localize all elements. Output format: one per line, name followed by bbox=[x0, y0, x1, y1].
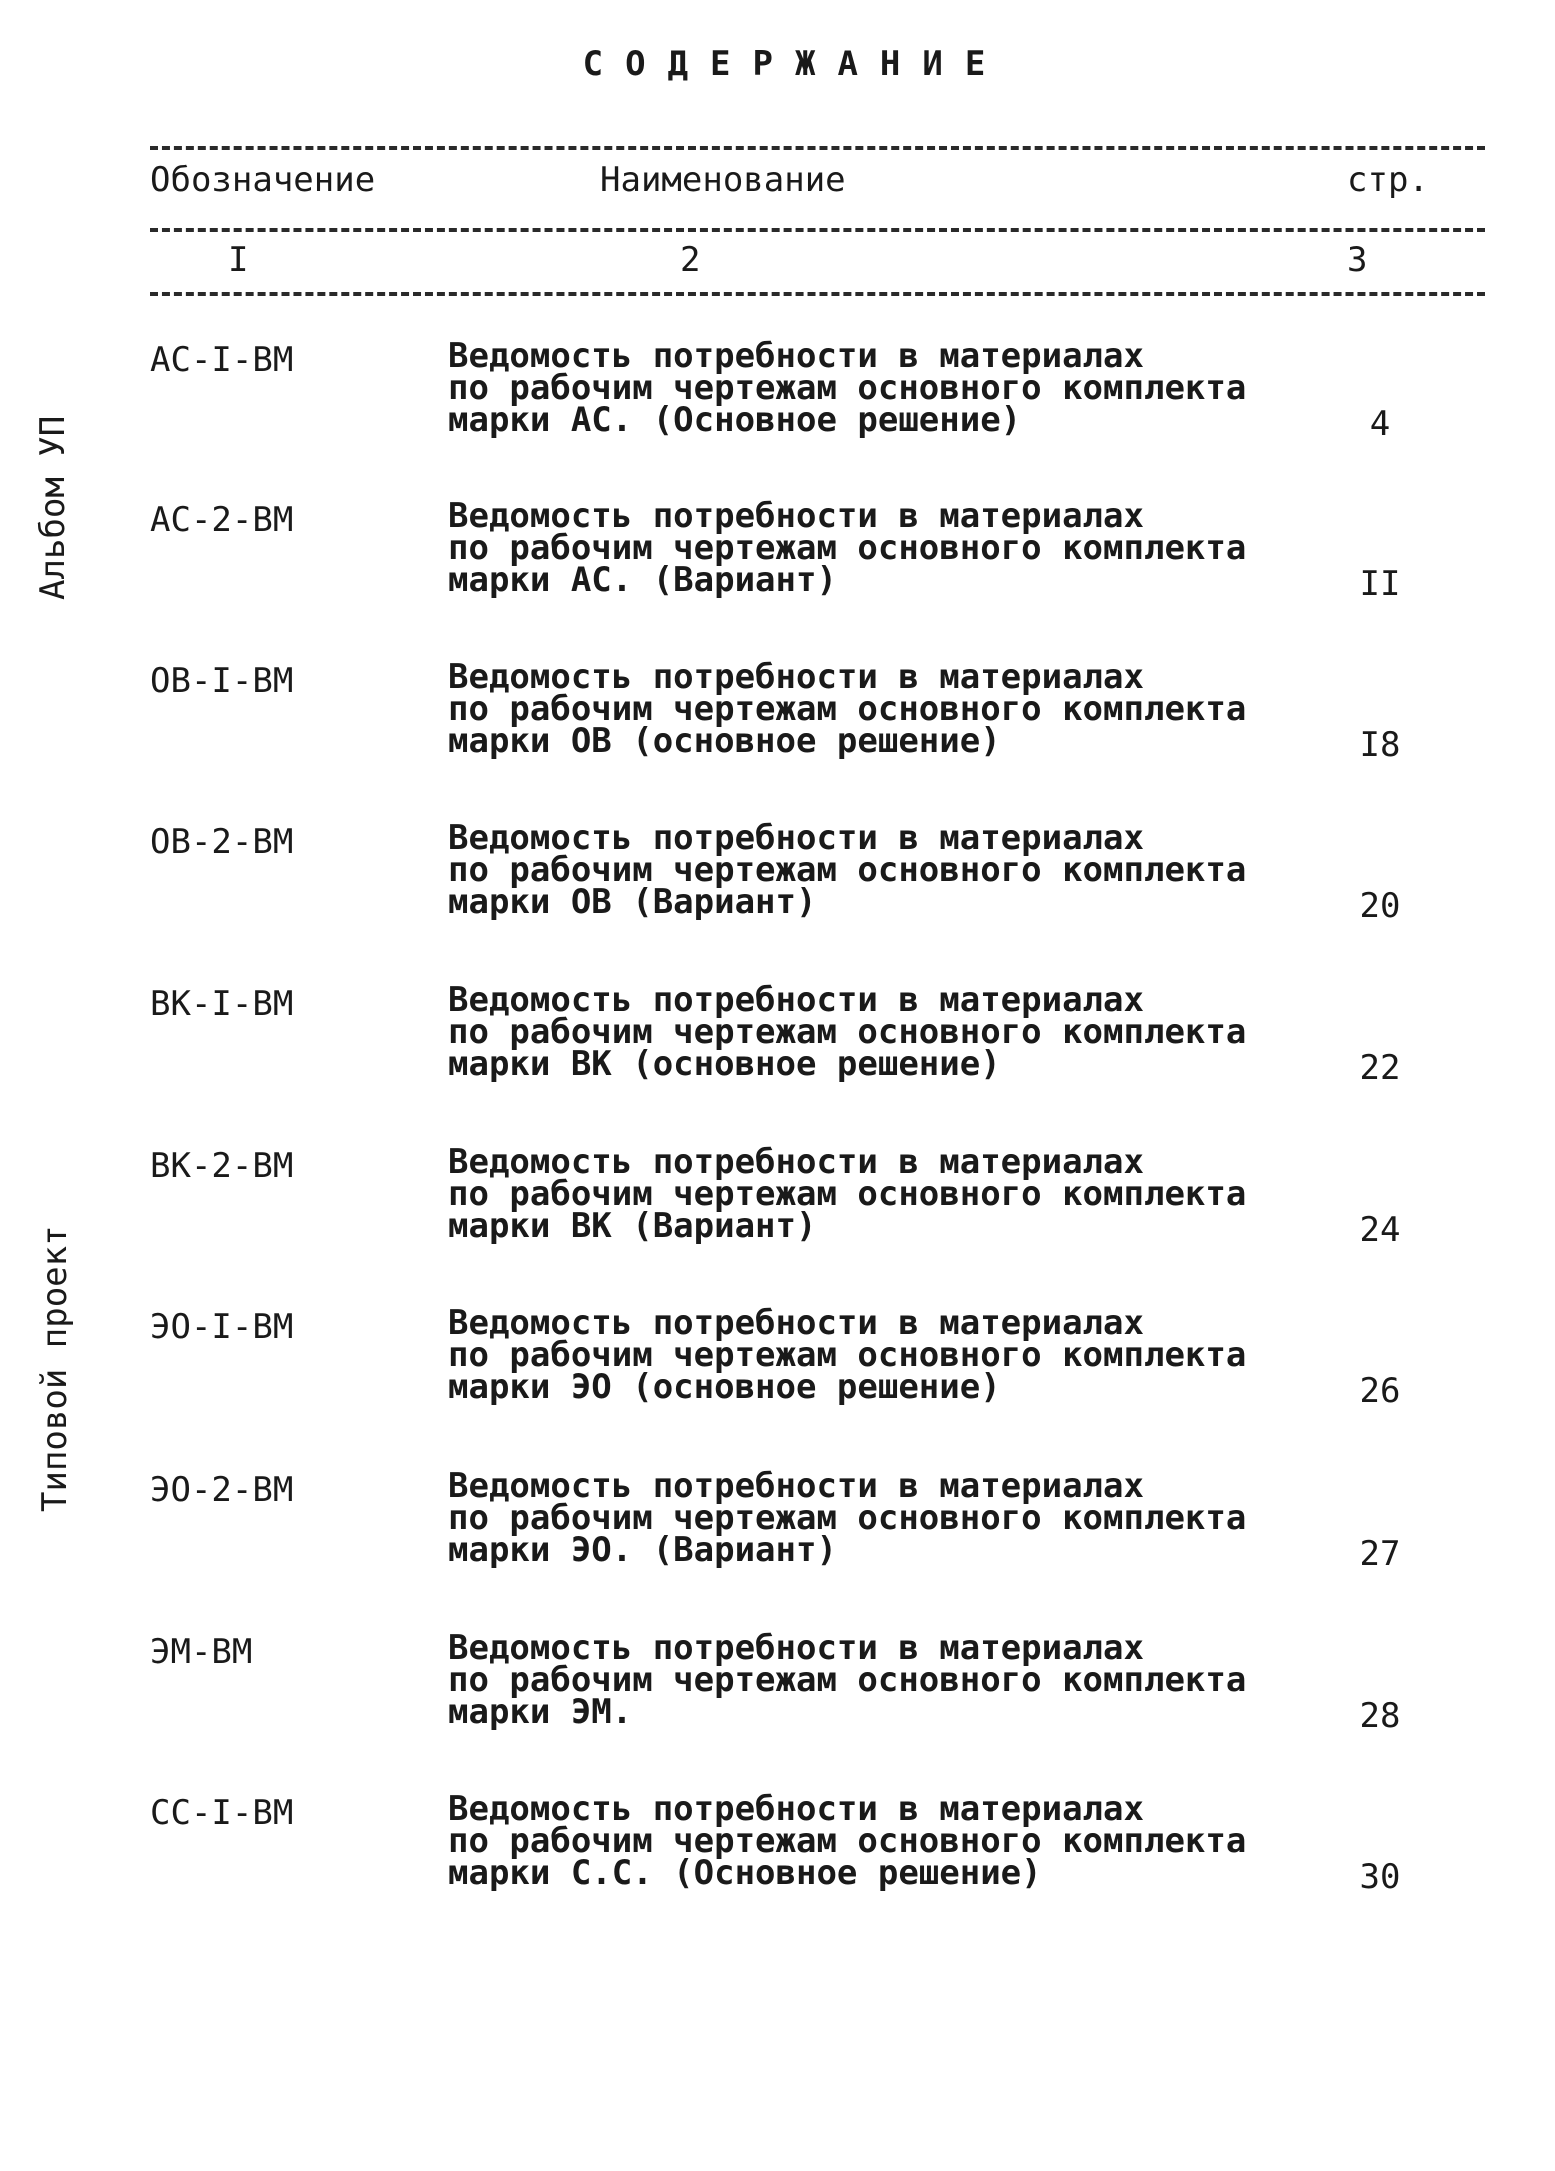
entry-line: по рабочим чертежам основного комплекта bbox=[448, 850, 1247, 890]
toc-entry bbox=[0, 1466, 1555, 1610]
header-col-number-2: 2 bbox=[680, 240, 701, 280]
page-title: СОДЕРЖАНИЕ bbox=[582, 44, 1008, 84]
entry-code: АС-2-ВМ bbox=[150, 500, 294, 540]
entry-description bbox=[448, 1628, 1247, 1732]
entry-description bbox=[448, 980, 1247, 1084]
header-page: стр. bbox=[1347, 160, 1429, 200]
entry-line: марки ОВ (основное решение) bbox=[448, 721, 1001, 761]
entry-line: марки С.С. (Основное решение) bbox=[448, 1853, 1042, 1893]
entry-description bbox=[448, 1142, 1247, 1246]
side-label-album: Альбом УП bbox=[33, 415, 73, 600]
header-rule-bottom bbox=[150, 292, 1485, 296]
entry-line: по рабочим чертежам основного комплекта bbox=[448, 689, 1247, 729]
entry-line: Ведомость потребности в материалах bbox=[448, 1303, 1144, 1343]
entry-line: по рабочим чертежам основного комплекта bbox=[448, 368, 1247, 408]
entry-page: 24 bbox=[1359, 1210, 1401, 1250]
entry-page: 27 bbox=[1359, 1534, 1401, 1574]
entry-code: ЭМ-ВМ bbox=[150, 1632, 253, 1672]
toc-entry bbox=[0, 818, 1555, 962]
entry-description bbox=[448, 1789, 1247, 1893]
side-label-project: Типовой проект bbox=[35, 1225, 75, 1512]
entry-page: 30 bbox=[1359, 1857, 1401, 1897]
entry-description bbox=[448, 1466, 1247, 1570]
entry-line: марки ЭО. (Вариант) bbox=[448, 1530, 837, 1570]
entry-line: Ведомость потребности в материалах bbox=[448, 657, 1144, 697]
entry-line: по рабочим чертежам основного комплекта bbox=[448, 1821, 1247, 1861]
header-rule-top bbox=[150, 146, 1485, 150]
entry-code: ВК-I-ВМ bbox=[150, 984, 294, 1024]
toc-entry bbox=[0, 496, 1555, 640]
entry-code: ВК-2-ВМ bbox=[150, 1146, 294, 1186]
entry-line: марки АС. (Основное решение) bbox=[448, 400, 1022, 440]
entry-page: 20 bbox=[1359, 886, 1401, 926]
entry-code: ОВ-2-ВМ bbox=[150, 822, 294, 862]
header-rule-middle bbox=[150, 228, 1485, 232]
entry-line: марки ЭМ. bbox=[448, 1692, 633, 1732]
toc-entry bbox=[0, 980, 1555, 1124]
entry-line: по рабочим чертежам основного комплекта bbox=[448, 1174, 1247, 1214]
entry-page: 22 bbox=[1359, 1048, 1401, 1088]
toc-entry bbox=[0, 1789, 1555, 1933]
entry-line: марки ЭО (основное решение) bbox=[448, 1367, 1001, 1407]
entry-line: по рабочим чертежам основного комплекта bbox=[448, 1498, 1247, 1538]
entry-page: II bbox=[1359, 564, 1401, 604]
header-designation: Обозначение bbox=[150, 160, 376, 200]
entry-line: Ведомость потребности в материалах bbox=[448, 1628, 1144, 1668]
entry-description bbox=[448, 818, 1247, 922]
entry-code: ОВ-I-ВМ bbox=[150, 661, 294, 701]
entry-page: I8 bbox=[1359, 725, 1401, 765]
entry-line: по рабочим чертежам основного комплекта bbox=[448, 528, 1247, 568]
entry-description bbox=[448, 496, 1247, 600]
entry-page: 26 bbox=[1359, 1371, 1401, 1411]
toc-entry bbox=[0, 1628, 1555, 1772]
toc-entry bbox=[0, 336, 1555, 480]
entry-code: АС-I-ВМ bbox=[150, 340, 294, 380]
entry-code: СС-I-ВМ bbox=[150, 1793, 294, 1833]
entry-page: 28 bbox=[1359, 1696, 1401, 1736]
entry-line: марки ОВ (Вариант) bbox=[448, 882, 817, 922]
entry-code: ЭО-2-ВМ bbox=[150, 1470, 294, 1510]
entry-line: марки АС. (Вариант) bbox=[448, 560, 837, 600]
entry-line: Ведомость потребности в материалах bbox=[448, 496, 1144, 536]
header-name: Наименование bbox=[600, 160, 846, 200]
entry-line: Ведомость потребности в материалах bbox=[448, 1142, 1144, 1182]
entry-line: марки ВК (основное решение) bbox=[448, 1044, 1001, 1084]
entry-page: 4 bbox=[1369, 404, 1391, 444]
entry-code: ЭО-I-ВМ bbox=[150, 1307, 294, 1347]
entry-line: Ведомость потребности в материалах bbox=[448, 818, 1144, 858]
entry-line: Ведомость потребности в материалах bbox=[448, 980, 1144, 1020]
header-col-number-3: 3 bbox=[1347, 240, 1368, 280]
entry-description bbox=[448, 336, 1247, 440]
entry-line: Ведомость потребности в материалах bbox=[448, 336, 1144, 376]
toc-entry bbox=[0, 657, 1555, 801]
toc-entry bbox=[0, 1142, 1555, 1286]
entry-line: Ведомость потребности в материалах bbox=[448, 1789, 1144, 1829]
entry-line: по рабочим чертежам основного комплекта bbox=[448, 1012, 1247, 1052]
header-col-number-1: I bbox=[228, 240, 249, 280]
entry-line: по рабочим чертежам основного комплекта bbox=[448, 1660, 1247, 1700]
entry-line: по рабочим чертежам основного комплекта bbox=[448, 1335, 1247, 1375]
entry-line: марки ВК (Вариант) bbox=[448, 1206, 817, 1246]
entry-description bbox=[448, 1303, 1247, 1407]
entry-line: Ведомость потребности в материалах bbox=[448, 1466, 1144, 1506]
entry-description bbox=[448, 657, 1247, 761]
